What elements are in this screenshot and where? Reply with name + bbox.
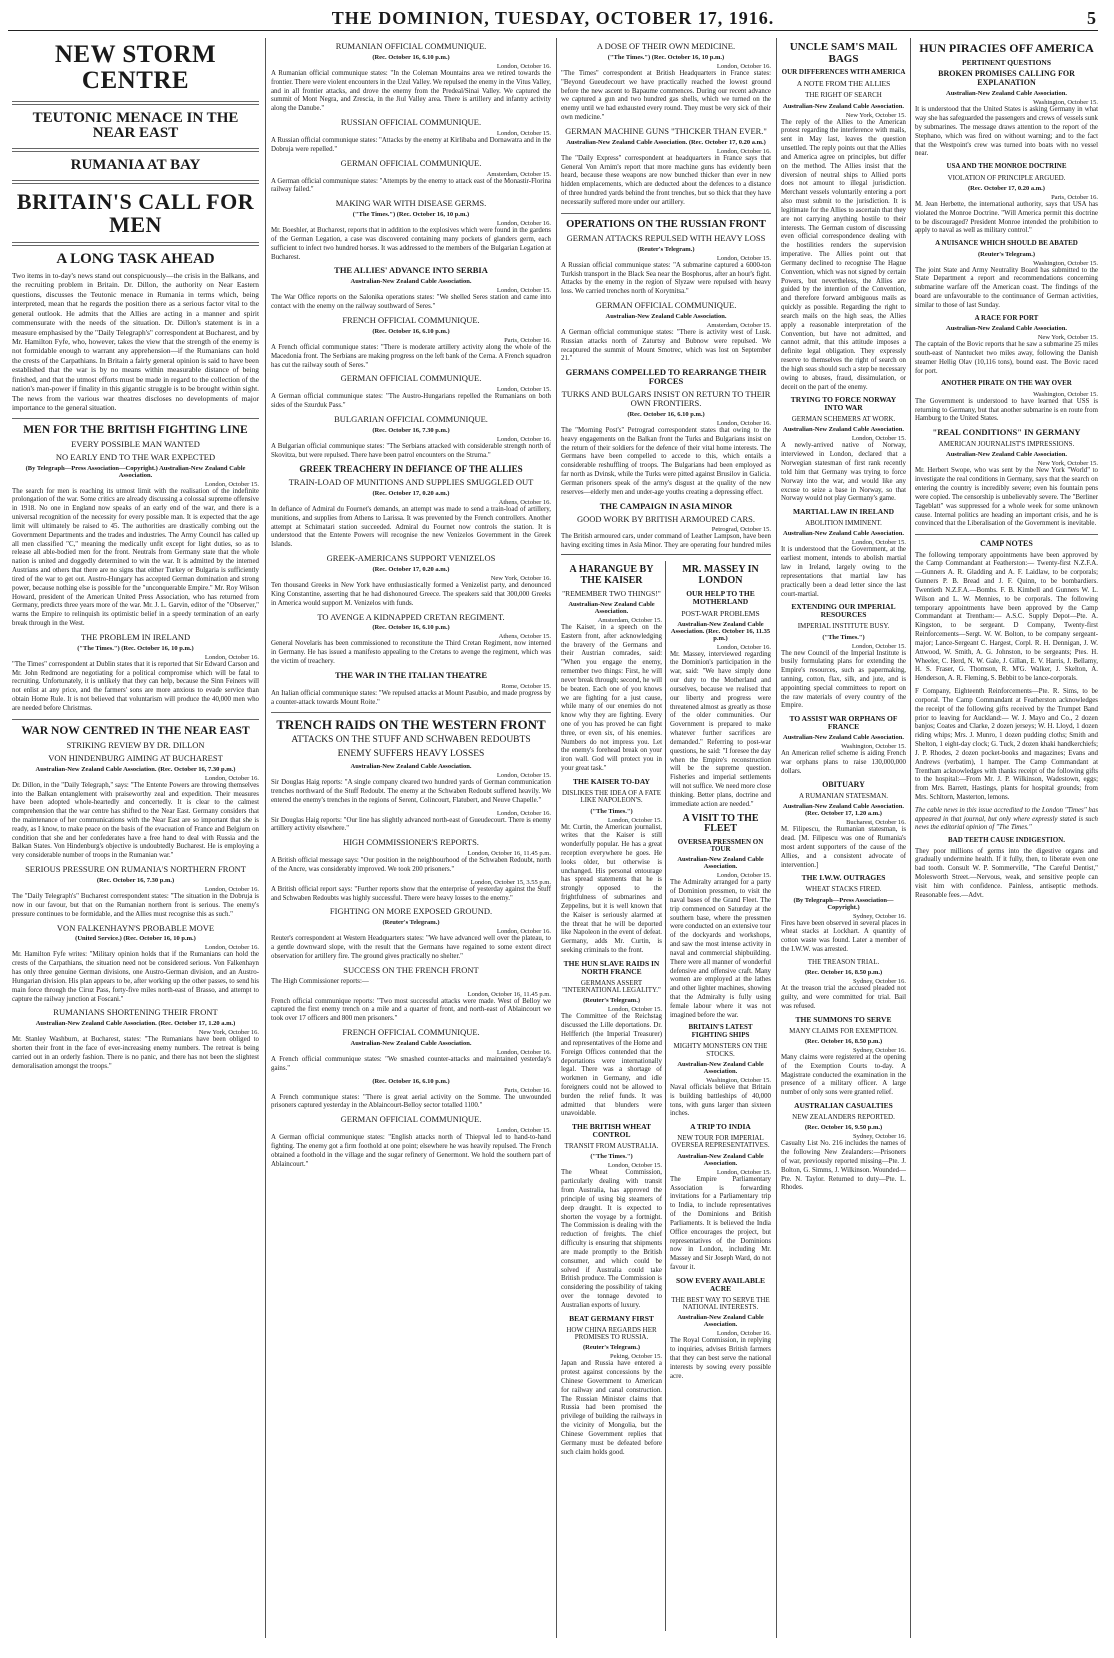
article-body: F Company, Eighteenth Reinforcements—Pte. R. Sims, to be corporal. The Camp Commandant at Featherston acknowledges the receipt of the following gifts received by the Trumpet Band prior to leaving for Auckland:— W. J. Mayo and Co., 2 dozen banjos; Coates and Clarke, 2 dozen jerseys; W. H. Lloyd, 1 dozen riding whips; Mrs. J. Munro, 1 dozen pudding cloths; Smith and Shelton, 1 eight-day clock; G. Tuck, 2 dozen khaki handkerchiefs; J. P. Rhodes, 2 dozen pocket-books and magazines; Evans and Andrews (verbatim), 1 hamper. The Camp Commandant at Trentham acknowledges with thanks receipt of the following gifts to the hospital:—From Mr. J. P. Wilkinson, Wadestown, eggs; from Mrs. Barrett, Hastings, plants for hospital grounds; from Mrs. Schltorn, Masterton, lemons. (915, 688, 1098, 801)
article-body: Mr. Curtin, the American journalist, writes that the Kaiser is still wonderfully popular. He has a great reception everywhere he goes. He looks older, but otherwise is unchanged. His personal entourage has spread statements that he is strongly opposed to the frightfulness of submarines and Zeppelins, but it is well known that the Kaiser is seriously alarmed at the threat that he will be deported like Napoleon in the event of defeat. Germany, adds Mr. Curtin, is seeking criminals to the front. (561, 823, 662, 955)
subheadline: BEAT GERMANY FIRST (569, 1313, 654, 1323)
article-body: It is understood that the United States is asking Germany in what way she has safeguarded the passengers and crews of vessels sunk by submarines. The message draws attention to the report of the Stephano, which was fired on without warning; and to the fact that the Westpoint's crew was turned into boats with no vessel near. (915, 106, 1098, 158)
article-body: Ten thousand Greeks in New York have enthusiastically formed a Venizelist party, and denounced King Constantine, asserting that he had dishonoured Greece. The speakers said that 300,000 Greeks in America would support M. Venizelos with funds. (271, 582, 551, 607)
column-2 (271, 38, 551, 1638)
subheadline: THE KAISER TO-DAY (573, 776, 650, 786)
agency-line: (Rec. October 16, 9.50 p.m.) (804, 1124, 883, 1132)
dateline: London, October 15. (496, 772, 551, 780)
article-body: The Empire Parliamentary Association is forwarding invitations for a Parliamentary trip to India, to include representatives of the Dominions and British Parliaments. It is believed the India Office encourages the project, but representatives of the Dominions now in London, including Mr. Massey and Sir Joseph Ward, do not favour it. (670, 1175, 771, 1271)
headline-main: NEW STORM CENTRE (54, 41, 217, 95)
subheadline: MAKING WAR WITH DISEASE GERMS. (335, 198, 487, 209)
subheadline: GERMAN OFFICIAL COMMUNIQUE. (340, 157, 482, 168)
dateline: London, October 16. (204, 886, 259, 894)
dateline: London, October 15. (716, 254, 771, 262)
subheadline: THE BRITISH WHEAT CONTROL (572, 1122, 651, 1140)
page-number: 5 (1087, 8, 1096, 28)
article-body: In defiance of Admiral du Fournet's demands, an attempt was made to send a train-load of artillery, munitions, and supplies from Athens to Larissa. It was prevented by the French controllers. Another attempt at Schimatari station succeeded. Admiral du Fournet now controls the station. It is understood that the Entente Powers will recognise the new Venizelos Government in the Greek Islands. (271, 505, 551, 549)
subheadline: THE CAMPAIGN IN ASIA MINOR (599, 500, 733, 511)
article-body: The War Office reports on the Salonika operations states: "We shelled Seres station and came into contact with the enemy on the railway southward of Seres." (271, 294, 551, 311)
column-rule (776, 38, 777, 1638)
article-body: A German official communique states: "There is activity west of Lusk. Russian attacks north of Zaturtsy and Bubnow were repulsed. We recaptured the summit of Mount Smotrec, which was lost on September 21." (561, 328, 771, 363)
article-body: Dr. Dillon, in the "Daily Telegraph," says: "The Entente Powers are throwing themselves into the Balkan entanglement with praiseworthy zeal and expedition. Their measures have been adopted whole-heartedly and concertedly. It is clear to the calmest comprehension that the war centre has shifted to the Near East. Germany considers that the maintenance of her communications with the Near East are so important that she is ready, as I know, to make peace on the basis of the evacuation of France and Belgium on condition that she and her confederates have a free hand to deal with Russia and the Balkan States. Von Hindenburg's objective is undoubtedly Bucharest. He is employing a very considerable number of troops in the Rumanian war." (12, 781, 259, 860)
agency-line: Australian-New Zealand Cable Association. (Rec. October 17, 1.20 a.m.) (783, 803, 904, 818)
subheadline: A RACE FOR PORT (974, 313, 1039, 322)
headline: A LONG TASK AHEAD (56, 250, 215, 267)
agency-line: Australian-New Zealand Cable Association. (946, 451, 1067, 459)
subheadline: OVERSEA PRESSMEN ON TOUR (677, 837, 764, 853)
subheadline: HOW CHINA REGARDS HER PROMISES TO RUSSIA. (566, 1325, 657, 1341)
masthead (8, 8, 1098, 31)
subheadline: STRIKING REVIEW BY DR. DILLON (66, 739, 205, 750)
subheadline: MIGHTY MONSTERS ON THE STOCKS. (673, 1042, 768, 1058)
subheadline: GERMAN OFFICIAL COMMUNIQUE. (340, 1114, 482, 1125)
subheadline: VIOLATION OF PRINCIPLE ARGUED. (947, 173, 1066, 182)
subheadline: GERMAN OFFICIAL COMMUNIQUE. (595, 300, 737, 311)
subheadline: SOW EVERY AVAILABLE ACRE (675, 1275, 766, 1293)
dateline: Petrograd, October 15. (711, 526, 771, 534)
subheadline: A NUISANCE WHICH SHOULD BE ABATED (935, 239, 1078, 248)
article-body: The captain of the Bovic reports that he saw a submarine 25 miles south-east of Nantucket two miles away, following the Danish steamer Hellig Olav (10,116 tons), bound east. The Bovic raced for port. (915, 341, 1098, 375)
divider (12, 242, 259, 246)
headline: TEUTONIC MENACE IN THE NEAR EAST (32, 109, 239, 142)
dateline: London, October 16. (496, 220, 551, 228)
dateline: London, October 16. (496, 1049, 551, 1056)
dateline: Athens, October 16. (498, 498, 551, 506)
dateline: New York, October 15. (1037, 460, 1098, 468)
subheadline: TRAIN-LOAD OF MUNITIONS AND SUPPLIES SMUGGLED OUT (288, 477, 534, 488)
subheadline: BRITAIN'S LATEST FIGHTING SHIPS (688, 1023, 753, 1039)
agency-line: Australian-New Zealand Cable Association. (605, 312, 727, 320)
subheadline: GERMANS COMPELLED TO REARRANGE THEIR FORCES (565, 367, 767, 387)
article-body: The British armoured cars, under command of Leather Lampson, have been having exciting times in Asia Minor. They are operating four hundred miles (561, 533, 771, 550)
article-body: Mr. Stanley Washburn, at Bucharest, states: "The Rumanians have been obliged to shorten their front in the face of ever-increasing enemy numbers. The retreat is being carried out in an orderly fashion. There is no panic, and there has not been the slightest demoralisation amongst the troops." (12, 1036, 259, 1070)
article-body: An American relief scheme is aiding French war orphans plans to raise 130,000,000 dollars. (781, 750, 906, 775)
divider (12, 148, 259, 152)
agency-line: Australian-New Zealand Cable Association. (783, 426, 904, 434)
article-body: At the treason trial the accused pleaded not guilty, and were committed for trial. Bail was refused. (781, 985, 906, 1010)
dateline: Sydney, October 16. (852, 912, 906, 920)
subheadline: "REMEMBER TWO THINGS!" (562, 589, 661, 598)
subheadline: THE BEST WAY TO SERVE THE NATIONAL INTERESTS. (671, 1295, 770, 1311)
subheadline: NEW TOUR FOR IMPERIAL OVERSEA REPRESENTATIVES. (671, 1134, 770, 1150)
dateline: Sydney, October 16. (852, 1133, 906, 1141)
agency-line: Australian-New Zealand Cable Association. (783, 734, 904, 742)
article-body: A German official communique states: "The Austro-Hungarians repelled the Rumanians on both sides of the Szurduk Pass." (271, 393, 551, 410)
subheadline: ENEMY SUFFERS HEAVY LOSSES (337, 749, 485, 760)
agency-line: ("The Times.") (590, 807, 633, 815)
subheadline: EVERY POSSIBLE MAN WANTED (71, 438, 200, 449)
agency-line: Australian-New Zealand Cable Association. (783, 102, 904, 110)
divider (561, 213, 771, 214)
article-body: A French official communique states: "There is moderate artillery activity along the whole of the Macedonia front. The Serbians are making progress on the left bank of the Cerna. A French squadron has cut the railway south of Seres." (271, 343, 551, 369)
headline: A HARANGUE BY THE KAISER (569, 564, 654, 586)
dateline: Washington, October 15. (706, 1076, 771, 1084)
agency-line: (Rec. October 16, 8.50 p.m.) (804, 969, 883, 977)
article-body: A Bulgarian official communique states: "The Serbians attacked with considerable strength north of Skovitza, but were repulsed. There have been patrol encounters on the Struma." (271, 442, 551, 459)
agency-line: Australian-New Zealand Cable Association. (677, 1060, 764, 1075)
subheadline: "REAL CONDITIONS" IN GERMANY (932, 427, 1081, 438)
dateline: Washington, October 15. (1033, 390, 1098, 398)
subheadline: NO EARLY END TO THE WAR EXPECTED (55, 451, 216, 462)
dateline: London, October 15. (851, 435, 906, 443)
agency-line: (Rec. October 16, 6.10 p.m.) (627, 410, 705, 418)
divider (915, 534, 1098, 535)
subheadline: A TRIP TO INDIA (690, 1122, 751, 1132)
dateline: Paris, October 16. (1051, 193, 1098, 201)
dateline: London, October 15. (496, 386, 551, 394)
subheadline: ATTACKS ON THE STUFF AND SCHWABEN REDOUBTS (291, 735, 531, 746)
subheadline: THE TREASON TRIAL. (807, 957, 880, 966)
article-body: A French communique states: "There is great aerial activity on the Somme. The unwounded prisoners captured yesterday in the Ablaincourt-Belloy sector totalled 1100." (271, 1093, 551, 1110)
headline: A VISIT TO THE FLEET (682, 812, 759, 835)
dateline: London, October 15. (496, 287, 551, 295)
article-intro: Two items in to-day's news stand out conspicuously—the crisis in the Balkans, and the recruiting problem in Britain. Dr. Dillon, the authority on Near Eastern questions, discusses the Teutonic menace in Rumania in terms which, being interpreted, mean that he regards the position there as a serious factor vital to the general outlook. He admits that the Allies are acting in a manner and spirit commensurate with the needs of the situation. Dr. Dillon's statement is in a measure emphasised by the "Daily Telegraph's" correspondent at Bucharest, and by Mr. Hamilton Fyfe, who, however, takes the view that the strength of the enemy is not formidable enough to warrant any apprehension—if the Rumanians can hold the crests of the Carpathians. In Britain a fairly general opinion is said to have been established that the war is by no means within measurable distance of being finished, and that the utmost efforts must be made in regard to the collection of the nation's man-power if finality in this gigantic struggle is to be brought within sight. The news from the various war theatres discloses no developments of major importance to the general situation. (12, 270, 259, 413)
subheadline: USA AND THE MONROE DOCTRINE (946, 162, 1067, 171)
subheadline: TO ASSIST WAR ORPHANS OF FRANCE (789, 714, 898, 732)
dateline: London, October 16. (716, 1330, 771, 1338)
article-body: French official communique reports: "Two most successful attacks were made. West of Belloy we captured the first enemy trench on a mile and a quarter of front, and north-east of Ablaincourt we took over 17 officers and 800 men prisoners." (271, 997, 551, 1023)
article-body: The reply of the Allies to the American protest regarding the interference with mails, sent in May last, leaves the question unsettled. The reply points out that the Allies and America agree on principles, but differ on the method. The Allies insist that the diversion of neutral ships to Allied ports does not amount to illegal jurisdiction. Merchant vessels voluntarily entering a port also must submit to the jurisdiction. It is legitimate for the Allies to ascertain that they are not carrying anything hostile to their interests. The German custom of discussing even official correspondence dealing with the hostilities renders the supervision imperative. The Allies point out that Germany declined to recognise The Hague Convention, which was not signed by certain Powers, but nevertheless, the Allies are guided by the intention of the Convention, and therefore forward ambiguous mails as quickly as possible. Regarding the right to search mails on the high seas, the Allies apply a reasonable interpretation of the Convention, but have not admitted, and cannot admit, that this attitude imposes a definite legal obligation. They expressly reserve to themselves the right of search on the high seas should such a step be necessary owing to abuses, fraud, dissimulation, or deceit on the part of the enemy. (781, 118, 906, 391)
article-body: The joint State and Army Neutrality Board has submitted to the State Department a report and recommendations concerning submarine warfare off the American coast. The findings of the board are unfavourable to the continuance of German activities, similar to those of last Sunday. (915, 266, 1098, 309)
subheadline: EXTENDING OUR IMPERIAL RESOURCES (791, 602, 896, 620)
column-5 (915, 38, 1098, 1638)
subheadline: THE ALLIES' ADVANCE INTO SERBIA (334, 265, 488, 276)
dateline: London, October 15. (851, 539, 906, 547)
subheadline: DISLIKES THE IDEA OF A FATE LIKE NAPOLEON'S. (561, 788, 662, 805)
subheadline: THE HUN SLAVE RAIDS IN NORTH FRANCE (563, 958, 660, 976)
subheadline: BULGARIAN OFFICIAL COMMUNIQUE. (334, 414, 488, 425)
agency-line: Australian-New Zealand Cable Association. (946, 90, 1067, 98)
article-body: A British official report says: "Further reports show that the enterprise of yesterday against the Stuff and Schwaben Redoubts was highly successful. There were heavy losses to the enemy." (271, 885, 551, 902)
dateline: Peking, October 15. (610, 1353, 662, 1361)
dateline: London, October 15. (607, 1162, 662, 1170)
dateline: London, October 15. (607, 816, 662, 824)
dateline: Paris, October 16. (504, 336, 551, 344)
agency-line: (Reuter's Telegram.) (582, 1344, 641, 1352)
article-body: A British official message says: "Our position in the neighbourhood of the Schwaben Redoubt, north of the Ancre, was considerably improved. We took 200 prisoners." (271, 857, 551, 873)
dateline: Amsterdam, October 15. (706, 321, 771, 329)
newspaper-page (8, 6, 1106, 1646)
subheadline: GERMAN SCHEMERS AT WORK. (791, 415, 896, 424)
article-body: The High Commissioner reports:— (271, 977, 369, 985)
subheadline: GREEK-AMERICANS SUPPORT VENIZELOS (326, 553, 496, 564)
dateline: Amsterdam, October 15. (597, 616, 662, 624)
dateline: London, October 16. (496, 435, 551, 443)
dateline: London, October 16. (204, 944, 259, 952)
agency-line: (Rec. October 17, 0.20 a.m.) (372, 566, 450, 574)
dateline: London, October 16. (204, 774, 259, 782)
agency-line: ("The Times.") (590, 1153, 633, 1161)
dateline: London, October 16. (716, 147, 771, 155)
subheadline: FRENCH OFFICIAL COMMUNIQUE. (342, 315, 480, 326)
divider (12, 101, 259, 105)
subheadline: TURKS AND BULGARS INSIST ON RETURN TO THEIR OWN FRONTIERS. (561, 389, 771, 409)
subheadline: GERMAN MACHINE GUNS "THICKER THAN EVER." (565, 125, 767, 136)
agency-line: Australian-New Zealand Cable Association. (Rec. October 16, 11.35 p.m.) (670, 620, 771, 642)
headline: MR. MASSEY IN LONDON (682, 564, 759, 586)
column-rule (910, 38, 911, 1638)
dateline: New York, October 15. (1037, 334, 1098, 342)
dateline: Athens, October 15. (498, 633, 551, 641)
article-body: Reuter's correspondent at Western Headquarters states: "We have advanced well over the plateau, to a gentle downward slope, with the result that the Germans have regained to some extent direct observation for artillery fire. The ground gives practically no shelter." (271, 935, 551, 961)
dateline: London, October 15. (716, 1168, 771, 1176)
divider (271, 712, 551, 713)
subheadline: MANY CLAIMS FOR EXEMPTION. (789, 1026, 898, 1035)
headline: TRENCH RAIDS ON THE WESTERN FRONT (276, 717, 546, 733)
subheadline: GERMAN OFFICIAL COMMUNIQUE. (340, 373, 482, 384)
dateline: London, October 16, 11.45 p.m. (467, 850, 551, 858)
article-body: The Government is understood to have learned that USS is returning to Germany, but that another submarine is en route from Hamburg to the United States. (915, 397, 1098, 423)
dateline: London, October 15. (607, 1006, 662, 1014)
agency-line: (Rec. October 16, 6.10 p.m.) (372, 624, 450, 632)
article-body: Naval officials believe that Britain is building battleships of 40,000 tons, with guns larger than sixteen inches. (670, 1083, 771, 1118)
dateline: London, October 16. (204, 653, 259, 661)
article-body: The "Daily Express" correspondent at headquarters in France says that General Von Arnim's report that more machine guns has evidently been heard, because these weapons are now bunched thicker than ever in new hidden emplacements, which are deducted about the defences to a distance of three hundred yards behind the front trenches, but so thick that they have necessarily suffered more under our artillery. (561, 154, 771, 206)
agency-line: ("The Times.") (822, 633, 865, 641)
subheadline: SERIOUS PRESSURE ON RUMANIA'S NORTHERN FRONT (25, 864, 246, 875)
headline: WAR NOW CENTRED IN THE NEAR EAST (21, 724, 250, 737)
subheadline: FIGHTING ON MORE EXPOSED GROUND. (329, 906, 493, 917)
article-body: The "Morning Post's" Petrograd correspondent states that owing to the heavy engagements on the Balkan front the Turks and Bulgarians insist on the return of their soldiers for the defence of their vital home interests. The Germans have been compelled to accede to this, which entails a considerable reshuffling of troops. The Bulgarians had been employed as far north as Dvinsk, while the Turks were pitted against Brusilov in Galicia. German prisoners speak of the army's disgust at the quality of the new reserves—elderly men and under-age youths creating a depressing effect. (561, 426, 771, 496)
headline: RUMANIA AT BAY (70, 157, 201, 173)
column-1 (12, 38, 259, 1638)
headline: HUN PIRACIES OFF AMERICA (919, 41, 1094, 55)
dateline: London, October 15. (204, 480, 259, 488)
column-3b (670, 561, 771, 1631)
dateline: London, October 16, 11.45 p.m. (467, 990, 551, 998)
article-body: Many claims were registered at the opening of the Exemption Courts to-day. A Magistrate conducted the examination in the presence of a military officer. A large number of only sons were granted relief. (781, 1053, 906, 1097)
subheadline: THE I.W.W. OUTRAGES (801, 873, 886, 883)
subheadline: AUSTRALIAN CASUALTIES (794, 1101, 893, 1111)
dateline: London, October 16. (716, 643, 771, 651)
article-body: The search for men is reaching its utmost limit with the realisation of the indefinite prolongation of the war. Some critics are already discussing a colossal supreme offensive in 1918. No one in England now speaks of an early end of the war, and there is a universal recognition of the necessity for every possible man. It is expected that the age limit will ultimately be raised to 45. The authorities are drastically combing out the Government Departments and the trades and industries. The Army Council has called up all men classified "C," meaning the medically unfit except for light duties, so as to release all able-bodied men for the front. Neutrals from Germany state that the whole nation is united and doggedly determined to win the war. It is admitted by the interned Austrians and others that there are no signs that either Turkey or Bulgaria is sufficiently tired of the war to get out. Austro-Hungary has accepted German domination and strong power, because nothing else is possible for the "unconquerable Empire." Mr. Roy Wilson Howard, president of the American United Press Association, who has returned from Germany, predicts three years more of the war. Mr. J. L. Garvin, editor of the "Observer," warns the Empire to relinquish its optimistic belief in a speedy termination of an early break through in the West. (12, 487, 259, 628)
column-3a (561, 561, 662, 1631)
subheadline: THE SUMMONS TO SERVE (795, 1014, 892, 1024)
agency-line: Australian-New Zealand Cable Association. (Rec. October 17, 0.20 a.m.) (566, 138, 766, 146)
subheadline: CAMP NOTES (980, 539, 1033, 549)
divider (12, 418, 259, 419)
article-body: The new Council of the Imperial Institute is busily formulating plans for extending the Empire's resources, such as papermaking, tanning, cotton, flax, silk, and jute, and is appointing special committees to report on the raw materials of every country of the Empire. (781, 649, 906, 710)
dateline: London, October 15. (716, 872, 771, 880)
article-body: The "Daily Telegraph's" Bucharest correspondent states: "The situation in the Dobruja is now in our favour, but that on the Rumanian northern front is serious. The enemy's pressure continues to be formidable, and the Allies must recognise this as such." (12, 893, 259, 918)
agency-line: (Rec. October 16, 8.50 p.m.) (804, 1037, 883, 1045)
article-body: It is understood that the Government, at the earliest moment, intends to abolish martial law in Ireland, largely owing to the representations that martial law has practically been a dead letter since the last court-martial. (781, 546, 906, 598)
dateline: London, October 16. (496, 62, 551, 70)
subheadline: RUMANIANS SHORTENING THEIR FRONT (53, 1007, 218, 1018)
agency-line: ("The Times.") (Rec. October 16, 10 p.m.) (607, 53, 725, 61)
article-body: The Kaiser, in a speech on the Eastern front, after acknowledging the bravery of the Germans and their Austrian comrades, said: "When you engage the enemy, remember two things: First, he will never break through; second, he will be beaten. Each one of you knows we are fighting for a just cause, while many of our enemies do not know why they are fighting. Every one of you has proved he can fight three, or even six, of his enemies. Numbers do not impress you. Let the enemy's forehead break on your iron wall. God will protect you in your great task." (561, 623, 662, 773)
divider (12, 719, 259, 720)
subheadline: TRANSIT FROM AUSTRALIA. (564, 1142, 659, 1151)
subheadline: SUCCESS ON THE FRENCH FRONT (343, 964, 479, 975)
subheadline: GERMANS ASSERT "INTERNATIONAL LEGALITY." (562, 978, 661, 995)
agency-line: (Reuter's Telegram.) (582, 997, 641, 1005)
subheadline: FRENCH OFFICIAL COMMUNIQUE. (342, 1027, 480, 1038)
subheadline: POST-WAR PROBLEMS (681, 608, 760, 618)
headline: MEN FOR THE BRITISH FIGHTING LINE (23, 423, 248, 436)
agency-line: Australian-New Zealand Cable Association. (Rec. October 17, 1.20 a.m.) (35, 1020, 236, 1028)
agency-line: (Rec. October 16, 7.30 p.m.) (96, 877, 175, 885)
agency-line: (United Service.) (Rec. October 16, 10 p.m.) (75, 935, 196, 943)
dateline: London, October 16. (496, 928, 551, 936)
agency-line: (Rec. October 16, 6.10 p.m.) (372, 327, 450, 335)
agency-line: Australian-New Zealand Cable Association. (677, 856, 764, 871)
subheadline: A DOSE OF THEIR OWN MEDICINE. (596, 41, 736, 51)
headline: UNCLE SAM'S MAIL BAGS (789, 41, 898, 65)
subheadline: A NOTE FROM THE ALLIES (796, 79, 891, 89)
article-body: The Wheat Commission, particularly dealing with transit from Australia, has approved the principle of using big steamers of deep draught. It is expected to shorten the voyage by a fortnight. The Commission is dealing with the reduction of freights. The chief difficulty is ensuring that shipments are made promptly to the British consumer, and which could be solved if Australia could take British produce. The Commission is considering the possibility of taking over the tonnage devoted to Australian exports of luxury. (561, 1169, 662, 1309)
dateline: New York, October 16. (198, 1029, 259, 1037)
article-body: A Russian official communique states: "A submarine captured a 6000-ton Turkish transport in the Black Sea near the Bosphorus, after an hour's fight. Attacks by the enemy in the region of Slyzaw were repulsed with heavy loss. We carried trenches north of Korytnitsa." (561, 261, 771, 296)
subheadline: THE RIGHT OF SEARCH (805, 91, 882, 100)
article-body: M. Filipescu, the Rumanian statesman, is dead. [M. Filipescu was one of Rumania's most ardent supporters of the cause of the Allies, and a consistent advocate of intervention.] (781, 826, 906, 869)
dateline: Washington, October 15. (841, 743, 906, 751)
subheadline: GREEK TREACHERY IN DEFIANCE OF THE ALLIES (299, 463, 523, 474)
dateline: New York, October 15. (845, 111, 906, 119)
subheadline: RUSSIAN OFFICIAL COMMUNIQUE. (340, 117, 482, 128)
agency-line: ("The Times.") (Rec. October 16, 10 p.m.) (352, 211, 470, 219)
subheadline: OBITUARY (822, 779, 865, 789)
advertisement-body: They poor millions of germs into the digestive organs and gradually undermine health. If it fully, then, to liberate even one bad tooth. Consult W. P. Sommerville, "The Careful Dentist," Molesworth Street.—Nervous, weak, and sensitive people can visit him with confidence. Painless, antiseptic methods. Reasonable fees.—Advt. (915, 847, 1098, 899)
dateline: London, October 15. (851, 642, 906, 650)
agency-line: (Reuter's Telegram.) (637, 245, 695, 253)
agency-line: (Reuter's Telegram.) (977, 250, 1036, 258)
article-body: Mr. Herbert Swope, who was sent by the New York "World" to investigate the real conditions in Germany, says that the search on entering the country is incredibly severe; even his fountain pens were copied. The censorship is unbelievably severe. The "Berliner Tageblatt" was suppressed for a whole week for some unknown cause. Internal politics are heading an important crisis, and he is convinced that the Liberalisation of the Government is inevitable. (915, 467, 1098, 528)
dateline: New York, October 16. (490, 575, 551, 583)
article-body: Sir Douglas Haig reports: "A single company cleared two hundred yards of German communication trenches northward of the Stuff Redoubt. The enemy at the Schwaben Redoubt suffered heavily. We entered the enemy's trenches in the regions of Serent, Colincourt, Flatubert, and Neuve Chapelle." (271, 779, 551, 804)
agency-line: Australian-New Zealand Cable Association. (Rec. October 16, 7.30 p.m.) (35, 765, 236, 773)
article-body: A Rumanian official communique states: "In the Coleman Mountains area we retired towards the frontier. There were violent encounters in the Uzul Valley. We repulsed the enemy in the Vitus Valley, and in all frontier attacks, and drove the enemy from the Predeal/Sinai Valley. We captured the summit of Mont Negra, and Zrescia, in the Jiul Valley area. There is artillery and infantry activity along the Danube." (271, 69, 551, 113)
subheadline: MARTIAL LAW IN IRELAND (792, 507, 895, 517)
agency-line: (By Telegraph—Press Association—Copyright.) (793, 896, 894, 911)
article-body: A newly-arrived native of Norway, interviewed in London, declared that a Norwegian statesman of first rank recently told him that Germany was trying to force Norway into the war, and would like any excuse to seize a base in Norway, so that Norway would not play Germany's game. (781, 442, 906, 503)
article-body: A German official communique states: "Attempts by the enemy to attack east of the Monastir-Florina railway failed." (271, 177, 551, 194)
article-body: M. Jean Herbette, the international authority, says that USA has violated the Monroe Doctrine. "Will America permit this doctrine to be discouraged? President Monroe intended the prohibition to apply to naval as well as military control." (915, 200, 1098, 235)
agency-line: Australian-New Zealand Cable Association. (350, 763, 472, 771)
subheadline: AMERICAN JOURNALIST'S IMPRESSIONS. (938, 440, 1075, 449)
article-body: Sir Douglas Haig reports: "Our line has slightly advanced north-east of Gueudecourt. There is enemy artillery activity elsewhere." (271, 816, 551, 833)
subheadline: NEW ZEALANDERS REPORTED. (792, 1113, 895, 1121)
agency-line: (Reuter's Telegram.) (382, 919, 440, 927)
subheadline: ANOTHER PIRATE ON THE WAY OVER (941, 379, 1072, 388)
dateline: London, October 16. (496, 809, 551, 817)
subheadline: OUR HELP TO THE MOTHERLAND (686, 589, 755, 606)
agency-line: Australian-New Zealand Cable Association. (350, 278, 472, 286)
headline: BRITAIN'S CALL FOR MEN (16, 188, 255, 237)
dateline: Rome, October 15. (501, 682, 551, 690)
dateline: Sydney, October 16. (852, 978, 906, 986)
dateline: Paris, October 16. (504, 1086, 551, 1094)
article-body: The Royal Commission, in replying to inquiries, advises British farmers that they can best serve the national interests by sowing every possible acre. (670, 1337, 771, 1380)
agency-line: (Rec. October 16, 6.10 p.m.) (372, 1077, 450, 1085)
agency-line: (Rec. October 17, 0.20 a.m.) (372, 489, 450, 497)
dateline: London, October 15. (496, 1127, 551, 1135)
article-body: A German official communique states: "English attacks north of Thiepval led to hand-to-hand fighting. The enemy got a firm foothold at one point; elsewhere he was heavily repulsed. The French obtained a foothold in the village and the sugar refinery of Genermont. We hold the southern part of Ablaincourt." (271, 1134, 551, 1168)
subheadline: OUR DIFFERENCES WITH AMERICA (781, 68, 906, 77)
agency-line: ("The Times.") (Rec. October 16, 10 p.m.) (77, 644, 194, 652)
agency-line: Australian-New Zealand Cable Association. (677, 1152, 764, 1167)
article-body: A French official communique states: "We smashed counter-attacks and maintained yesterday's gains." (271, 1056, 551, 1072)
column-4 (781, 38, 906, 1638)
subheadline: BAD TEETH CAUSE INDIGESTION. (948, 836, 1065, 845)
agency-line: (Rec. October 16, 7.30 p.m.) (372, 426, 450, 434)
article-body: The Admiralty arranged for a party of Dominion pressmen, to visit the naval bases of the Grand Fleet. The trip commenced on Saturday at the southern base, where the pressmen were conducted on an extensive tour of the dockyards and workshops, and saw the most intense activity in naval and commercial shipbuilding. There were all manner of wonderful defensive and offensive craft. Many women are employed at the lathes and other lighter machines, showing that the Admiralty is fully using female labour where it was not imagined before the war. (670, 879, 771, 1019)
subheadline: VON HINDENBURG AIMING AT BUCHAREST (48, 752, 223, 763)
divider (12, 180, 259, 184)
subheadline: PERTINENT QUESTIONS (961, 57, 1051, 67)
subheadline: WHEAT STACKS FIRED. (805, 885, 882, 894)
agency-line: (Rec. October 17, 0.20 a.m.) (968, 184, 1045, 192)
subheadline: GOOD WORK BY BRITISH ARMOURED CARS. (576, 513, 756, 524)
agency-line: (By Telegraph—Press Association—Copyright.) Australian-New Zealand Cable Association. (25, 464, 246, 479)
editorial-note: The cable news in this issue accredited to the London "Times" has appeared in that journal, but only where expressly stated is such news the editorial opinion of "The Times." (915, 806, 1098, 832)
article-body: Mr. Massey, interviewed regarding the Dominion's participation in the war, said: "We have simply done our duty to the Motherland and ourselves, because we realised that our liberty and progress were threatened almost as greatly as those of the older communities. Our Government is prepared to make whatever further sacrifices are demanded." Referring to post-war questions, he said: "I foresee the day when the Empire's reconstruction will be the supreme question. Fisheries and imperial settlements will not suffice. We need more close thinking. Better plans, doctrine and immediate action are needed." (670, 650, 771, 808)
article-body: Mr. Hamilton Fyfe writes: "Military opinion holds that if the Rumanians can hold the crests of the Carpathians, the situation need not be considered serious. Von Falkenhayn has only three genuine German divisions, one Austro-German division, and an Austro-Hungarian division. His plan appears to be, after working up the other passes, to send his main force through the Ciruz Pass, forty-five miles north-east of Brasso, and attempt to capture the railway junction at Foscani." (12, 951, 259, 1003)
article-body: A Russian official communique states: "Attacks by the enemy at Kirlibaba and Dornawatra and in the Dobruja were repelled." (271, 136, 551, 153)
newspaper-title: THE DOMINION, TUESDAY, OCTOBER 17, 1916. (331, 8, 775, 28)
agency-line: Australian-New Zealand Cable Association. (783, 530, 904, 538)
subheadline: BROKEN PROMISES CALLING FOR EXPLANATION (938, 69, 1075, 87)
column-3 (561, 38, 771, 550)
split-section (561, 561, 771, 1639)
subheadline: THE PROBLEM IN IRELAND (80, 631, 191, 642)
agency-line: Australian-New Zealand Cable Association. (677, 1314, 764, 1329)
dateline: London, October 15, 3.55 p.m. (470, 878, 551, 886)
dateline: Amsterdam, October 15. (486, 170, 551, 178)
dateline: Washington, October 15. (1033, 99, 1098, 107)
headline: OPERATIONS ON THE RUSSIAN FRONT (566, 218, 766, 230)
article-body: General Novelaris has been commissioned to reconstitute the Third Cretan Regiment, now interned in Germany. He has issued a manifesto appealing to the Cretans to avenge the regiment, which was the victim of treachery. (271, 640, 551, 666)
agency-line: Australian-New Zealand Cable Association. (350, 1040, 472, 1047)
section-rule (561, 554, 771, 555)
article-body: Japan and Russia have entered a protest against concessions by the Chinese Government to American for railway and canal construction. The Russian Minister claims that Russia had been promised the privilege of building the railways in the vicinity of Mongolia, but the Chinese Government replies that Germany must be defeated before such claim holds good. (561, 1360, 662, 1456)
article-body: The following temporary appointments have been approved by the Camp Commandant at Featherston:— Twenty-first N.Z.F.A.—Gunners A. R. Gladding and A. F. Laidlaw, to be corporals; Gunners P. B. Bread and J. F. Quinn, to be bombardiers. Twentieth N.Z.F.A.—Bombs. F. B. Kimbell and Gunners W. L. Wilson and L. W. Mennies, to be corporals. The following temporary appointments have been approved by the Camp Commandant at Trentham:— A.S.C. Supply Depot—Pte. A. Kingston, to be sergeant. D Company, Twenty-first Reinforcements—Sergt. W. W. Bolton, to be company sergeant-major; Lance-Sergeant C. Hargest, Corpl. R. H. Dennigan, J. W. Attwood, W. Smith, A. G. Johnston, to be sergeants; Ptes. H. Wheeler, C. Herd, N. W. Gale, J. Gillan, E. V. Harris, J. Bellamy, H. S. Fraser, G. Thomson, R. M'G. Walker, J. Skelton, A. Henderson, A. R. Fleming, S. Bebbit to be lance-corporals. (915, 551, 1098, 683)
article-body: Fires have been observed in several places in wheat stacks at Lockhart. A quantity of cotton waste was found. Later a member of the I.W.W. was arrested. (781, 919, 906, 954)
subheadline: TRYING TO FORCE NORWAY INTO WAR (790, 395, 897, 413)
subheadline: HIGH COMMISSIONER'S REPORTS. (343, 837, 479, 848)
article-body: "The Times" correspondent at Dublin states that it is reported that Sir Edward Carson and Mr. John Redmond are negotiating for a political compromise which will be fatal to recruiting. Unfortunately, it is unlikely that they can help, because the Sinn Feiners will not enlist at any price, and the farmers' sons are more anxious to evade service than obtain Home Rule. It is not believed that voluntarism will produce the 40,000 men who are needed before Christmas. (12, 660, 259, 712)
column-rule (265, 38, 266, 1638)
subheadline: A RUMANIAN STATESMAN. (798, 791, 889, 800)
article-body: An Italian official communique states: "We repulsed attacks at Mount Pasubio, and made progress by a counter-attack towards Mount Roite." (271, 689, 551, 706)
subheadline: ABOLITION IMMINENT. (805, 519, 882, 528)
article-body: Mr. Boeshler, at Bucharest, reports that in addition to the explosives which were found in the gardens of the German Legation, a case was discovered containing many pockets of glanders germ, each sufficient to infect two hundred horses. It was addressed to the members of the Bulgarian Legation at Bucharest. (271, 227, 551, 261)
dateline: London, October 16. (716, 62, 771, 70)
subheadline: VON FALKENHAYN'S PROBABLE MOVE (56, 922, 215, 933)
dateline: Bucharest, October 16. (846, 819, 906, 827)
dateline: Sydney, October 16. (852, 1046, 906, 1054)
article-body: The Committee of the Reichstag discussed the Lille deportations. Dr. Helfferich (the Imperial Treasurer) and representatives of the Home and Foreign Offices contended that the deportations were internationally legal. There was a shortage of workmen in Germany, and idle foreigners could not be allowed to burden the relief funds. It was admitted that blunders were unavoidable. (561, 1013, 662, 1118)
dateline: London, October 15. (496, 129, 551, 137)
subheadline: RUMANIAN OFFICIAL COMMUNIQUE. (335, 41, 487, 51)
agency-line: Australian-New Zealand Cable Association. (568, 600, 655, 615)
subheadline: TO AVENGE A KIDNAPPED CRETAN REGIMENT. (317, 611, 505, 622)
dateline: London, October 16. (716, 419, 771, 427)
column-rule (665, 561, 666, 1631)
article-body: "The Times" correspondent at British Headquarters in France states: "Beyond Gueudecourt we have practically reached the lowest ground before the new ascent to Bapaume commences. During our recent advance we captured a gun and two hundred gas shells, which we turned on the enemy until we had exhausted every round. They must be very sick of their own medicine." (561, 69, 771, 122)
column-rule (556, 38, 557, 1638)
agency-line: Australian-New Zealand Cable Association. (946, 325, 1067, 333)
subheadline: IMPERIAL INSTITUTE BUSY. (797, 622, 890, 631)
subheadline: GERMAN ATTACKS REPULSED WITH HEAVY LOSS (566, 232, 766, 243)
agency-line: (Rec. October 16, 6.10 p.m.) (372, 53, 450, 61)
article-body: Casualty List No. 216 includes the names of the following New Zealanders:—Prisoners of war, previously reported missing—Pte. J. Bolton, G. Simms, J. Wilkinson. Wounded—Pte. N. Taylor. Returned to duty—Pte. L. Rhodes. (781, 1140, 906, 1192)
dateline: Washington, October 15. (1033, 259, 1098, 267)
subheadline: THE WAR IN THE ITALIAN THEATRE (334, 669, 488, 680)
